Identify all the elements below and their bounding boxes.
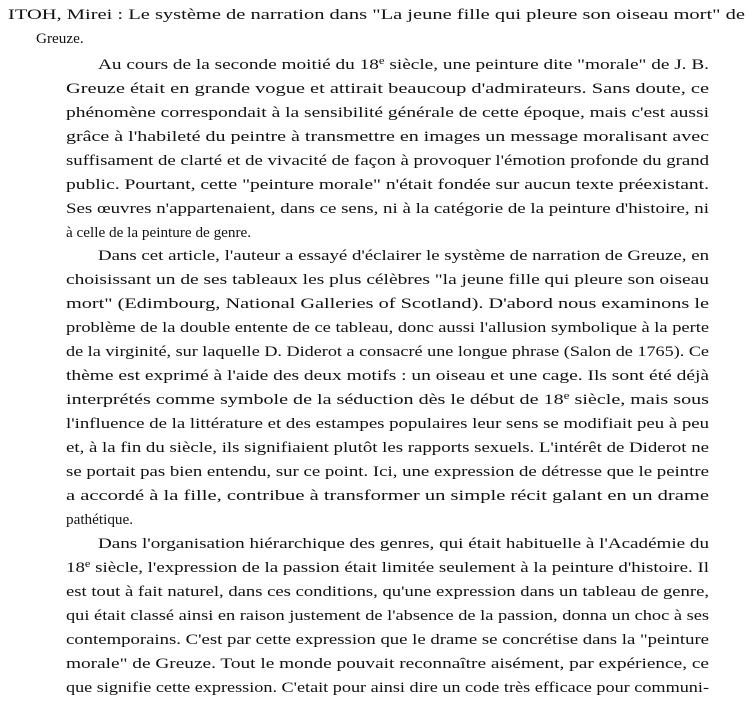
text-line: phénomène correspondait à la sensibilité générale de cette époque, mais c'est aussi (66, 104, 709, 121)
text-line: qui était classé ainsi en raison justement de l'absence de la passion, donna un choc à ses (66, 607, 709, 624)
text-line: grâce à l'habileté du peintre à transmettre en images un message moralisant avec (66, 128, 709, 145)
text-line: public. Pourtant, cette "peinture morale" n'était fondée sur aucun texte préexistant. (66, 176, 709, 193)
article-header-line: ITOH, Mirei : Le système de narration dans "La jeune fille qui pleure son oiseau mort" de (8, 6, 745, 23)
text-line: est tout à fait naturel, dans ces conditions, qu'une expression dans un tableau de genre, (66, 583, 709, 600)
text-line: à celle de la peinture de genre. (66, 224, 252, 241)
text-line: 18e siècle, l'expression de la passion était limitée seulement à la peinture d'histoire. Il (66, 559, 709, 576)
text-line: contemporains. C'est par cette expression que le drame se concrétise dans la "peinture (66, 631, 709, 648)
text-line: pathétique. (66, 511, 134, 528)
text-line: Greuze était en grande vogue et attirait beaucoup d'admirateurs. Sans doute, ce (66, 80, 709, 97)
text-line: a accordé à la fille, contribue à transformer un simple récit galant en un drame (66, 487, 709, 504)
text-line: et, à la fin du siècle, ils signifiaient plutôt les rapports sexuels. L'intérêt de Diderot ne (66, 439, 709, 456)
text-line: thème est exprimé à l'aide des deux motifs : un oiseau et une cage. Ils sont été déjà (66, 367, 709, 384)
text-line: interprétés comme symbole de la séduction dès le début de 18e siècle, mais sous (66, 391, 709, 408)
text-line: Ses œuvres n'appartenaient, dans ce sens, ni à la catégorie de la peinture d'histoire, ni (66, 200, 709, 217)
text-line: mort" (Edimbourg, National Galleries of Scotland). D'abord nous examinons le (66, 295, 709, 312)
text-line: Greuze. (36, 30, 84, 47)
text-line: suffisament de clarté et de vivacité de façon à provoquer l'émotion profonde du grand (66, 152, 709, 169)
text-line: problème de la double entente de ce tableau, donc aussi l'allusion symbolique à la perte (66, 319, 709, 336)
text-line: Dans l'organisation hiérarchique des genres, qui était habituelle à l'Académie du (98, 535, 709, 552)
text-line: Dans cet article, l'auteur a essayé d'éclairer le système de narration de Greuze, en (98, 247, 709, 264)
text-line: de la virginité, sur laquelle D. Diderot a consacré une longue phrase (Salon de 1765). Ce (66, 343, 709, 360)
text-line: l'influence de la littérature et des estampes populaires leur sens se modifiait peu à peu (66, 415, 709, 432)
text-line: choisissant un de ses tableaux les plus célèbres "la jeune fille qui pleure son oiseau (66, 271, 709, 288)
text-line: Au cours de la seconde moitié du 18e siècle, une peinture dite "morale" de J. B. (98, 56, 709, 73)
text-line: se portait pas bien entendu, sur ce point. Ici, une expression de détresse que le peintre (66, 463, 709, 480)
text-line: que signifie cette expression. C'etait pour ainsi dire un code très efficace pour communi- (66, 679, 709, 696)
text-line: morale" de Greuze. Tout le monde pouvait reconnaître aisément, par expérience, ce (66, 655, 709, 672)
